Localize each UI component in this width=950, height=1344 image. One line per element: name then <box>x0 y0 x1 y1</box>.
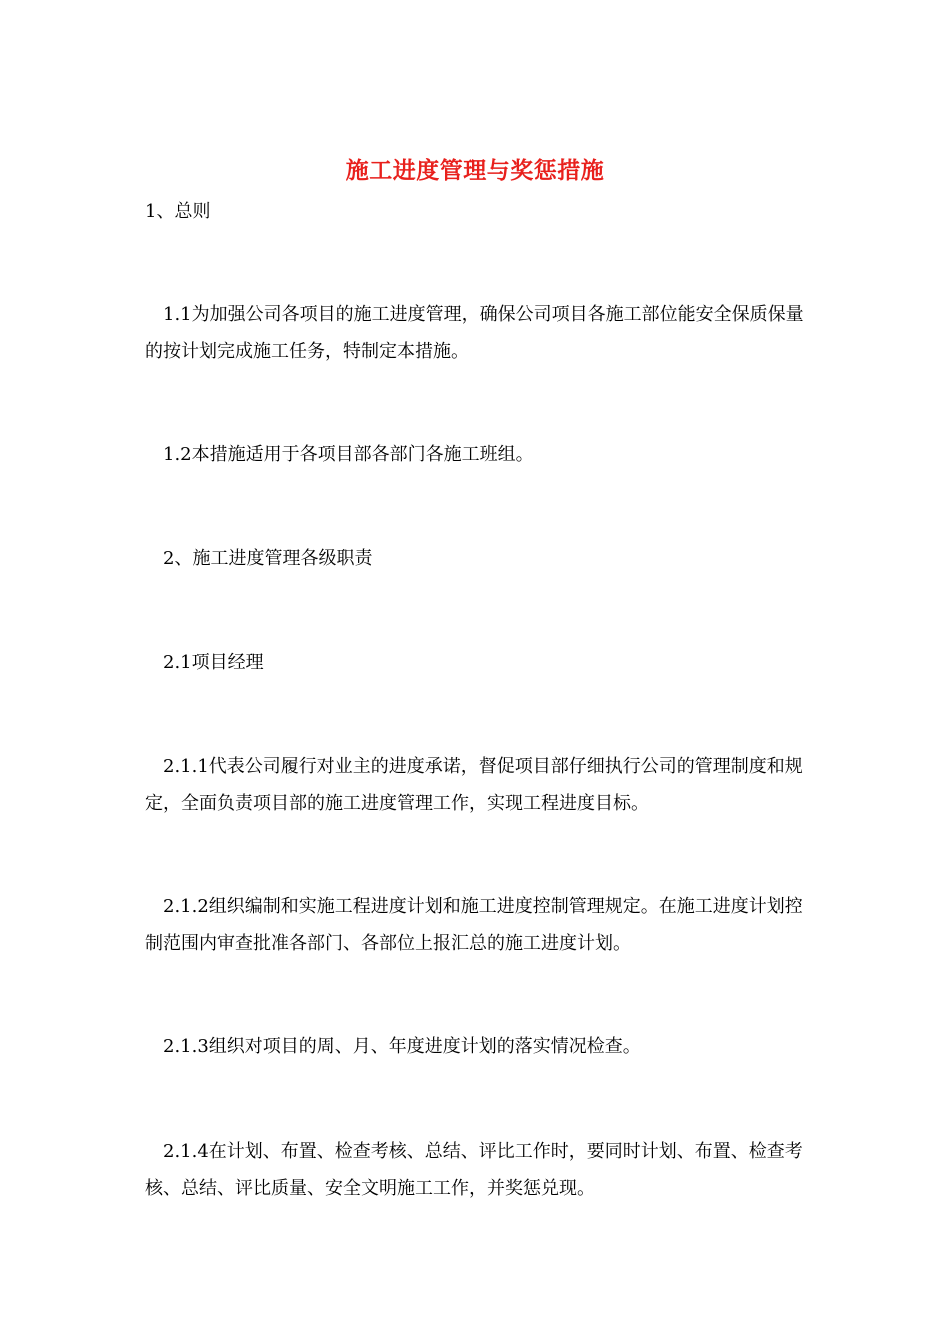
paragraph-2-1-4: 2.1.4在计划、布置、检查考核、总结、评比工作时，要同时计划、布置、检查考核、总结、评比质量、安全文明施工工作，并奖惩兑现。 <box>145 1141 803 1199</box>
paragraph-2-1-3: 2.1.3组织对项目的周、月、年度进度计划的落实情况检查。 <box>163 1036 641 1057</box>
paragraph-1-2: 1.2本措施适用于各项目部各部门各施工班组。 <box>163 444 534 465</box>
section-heading-2: 2、施工进度管理各级职责 <box>163 548 373 569</box>
paragraph-1-1: 1.1为加强公司各项目的施工进度管理，确保公司项目各施工部位能安全保质保量的按计划完成施工任务，特制定本措施。 <box>145 304 804 362</box>
document-title: 施工进度管理与奖惩措施 <box>345 157 605 184</box>
section-heading-1: 1、总则 <box>145 201 211 222</box>
paragraph-2-1-1: 2.1.1代表公司履行对业主的进度承诺，督促项目部仔细执行公司的管理制度和规定，全面负责项目部的施工进度管理工作，实现工程进度目标。 <box>145 756 803 814</box>
paragraph-2-1-2: 2.1.2组织编制和实施工程进度计划和施工进度控制管理规定。在施工进度计划控制范围内审查批准各部门、各部位上报汇总的施工进度计划。 <box>145 896 803 954</box>
subsection-heading-2-1: 2.1项目经理 <box>163 652 264 673</box>
